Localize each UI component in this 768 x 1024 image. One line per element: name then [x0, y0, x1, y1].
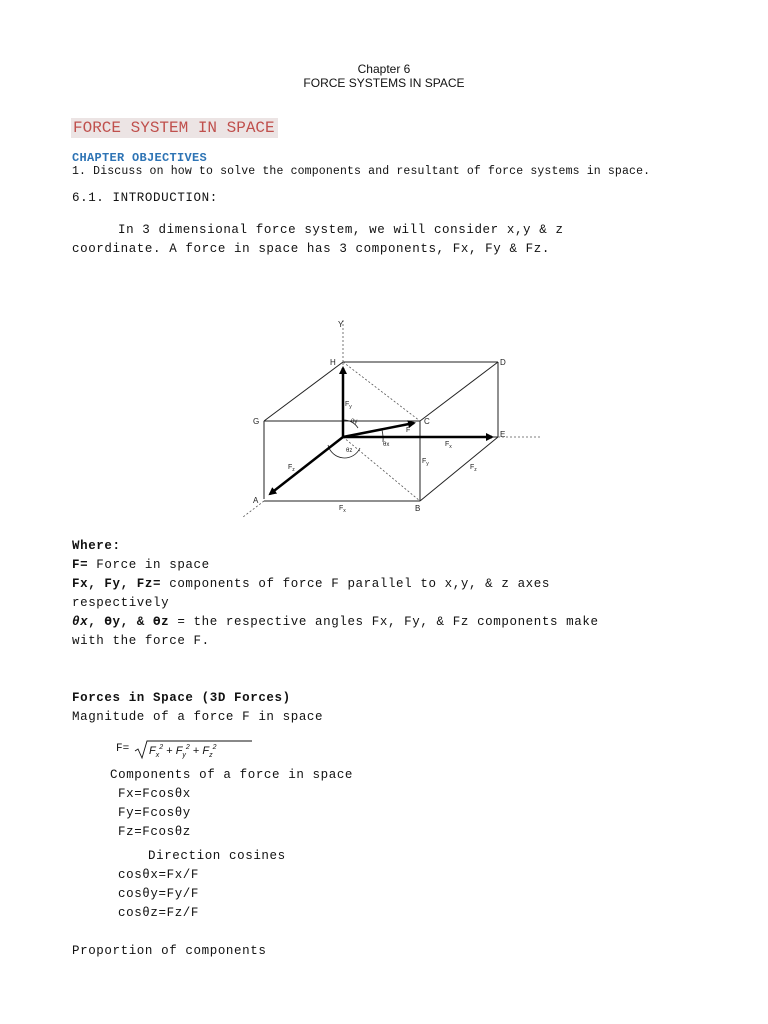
fz-equation: Fz=Fcosθz [118, 825, 191, 839]
point-c-label: C [424, 417, 430, 426]
f-label: F [406, 427, 411, 434]
point-b-label: B [415, 504, 421, 513]
point-g-label: G [253, 417, 260, 426]
fy-label: $F_y$ [345, 401, 352, 410]
section-banner: FORCE SYSTEM IN SPACE [71, 118, 278, 138]
direction-cosines-heading: Direction cosines [148, 849, 286, 863]
theta-x-label: θx [383, 442, 390, 448]
theta-y-label: θy [351, 419, 358, 425]
forces-heading: Forces in Space (3D Forces) [72, 691, 291, 705]
intro-heading: 6.1. INTRODUCTION: [72, 191, 218, 205]
fy-equation: Fy=Fcosθy [118, 806, 191, 820]
where-theta-line: θx, ϴy, & ϴz = the respective angles Fx, Fy, & Fz components make [72, 615, 599, 629]
magnitude-text: Magnitude of a force F in space [72, 710, 324, 724]
fy-right-label: $F_y$ [422, 458, 429, 467]
where-theta-line-2: with the force F. [72, 634, 210, 648]
cos-y-equation: cosθy=Fy/F [118, 887, 200, 901]
svg-text:Fx2 + Fy2 + Fz2: $F_x^2 + F_y^2 + F_z^2$ [149, 744, 217, 759]
point-d-label: D [500, 358, 506, 367]
sqrt-formula [134, 739, 254, 761]
where-heading: Where: [72, 539, 121, 553]
fx-bottom-label: $F_x$ [339, 505, 346, 514]
intro-line-1: In 3 dimensional force system, we will consider x,y & z [118, 223, 564, 237]
dashed-lines [243, 320, 542, 517]
point-h-label: H [330, 358, 336, 367]
point-a-label: A [253, 496, 259, 505]
f-arrow [343, 423, 414, 437]
where-components-line-2: respectively [72, 596, 170, 610]
chapter-title: FORCE SYSTEMS IN SPACE [303, 76, 465, 90]
fz-label: $F_z$ [288, 464, 295, 473]
point-e-label: E [500, 430, 506, 439]
chapter-number: Chapter 6 [357, 62, 411, 76]
y-axis-label: Y [338, 320, 344, 329]
fz-arrow [270, 437, 343, 494]
theta-z-label: θz [346, 448, 353, 454]
cos-z-equation: cosθz=Fz/F [118, 906, 200, 920]
angle-arcs [328, 420, 383, 458]
force-arrows [270, 368, 492, 494]
objectives-heading: CHAPTER OBJECTIVES [72, 151, 208, 165]
where-f-line: F= Force in space [72, 558, 210, 572]
fx-equation: Fx=Fcosθx [118, 787, 191, 801]
box-edges [264, 362, 498, 501]
fx-label: $F_x$ [445, 441, 452, 450]
proportion-heading: Proportion of components [72, 944, 267, 958]
cos-x-equation: cosθx=Fx/F [118, 868, 200, 882]
intro-line-2: coordinate. A force in space has 3 components, Fx, Fy & Fz. [72, 242, 550, 256]
components-heading: Components of a force in space [110, 768, 354, 782]
fz-right-label: $F_z$ [470, 464, 477, 473]
objective-item: 1. Discuss on how to solve the components and resultant of force systems in space. [72, 165, 651, 178]
where-components-line: Fx, Fy, Fz= components of force F parallel to x,y, & z axes [72, 577, 550, 591]
